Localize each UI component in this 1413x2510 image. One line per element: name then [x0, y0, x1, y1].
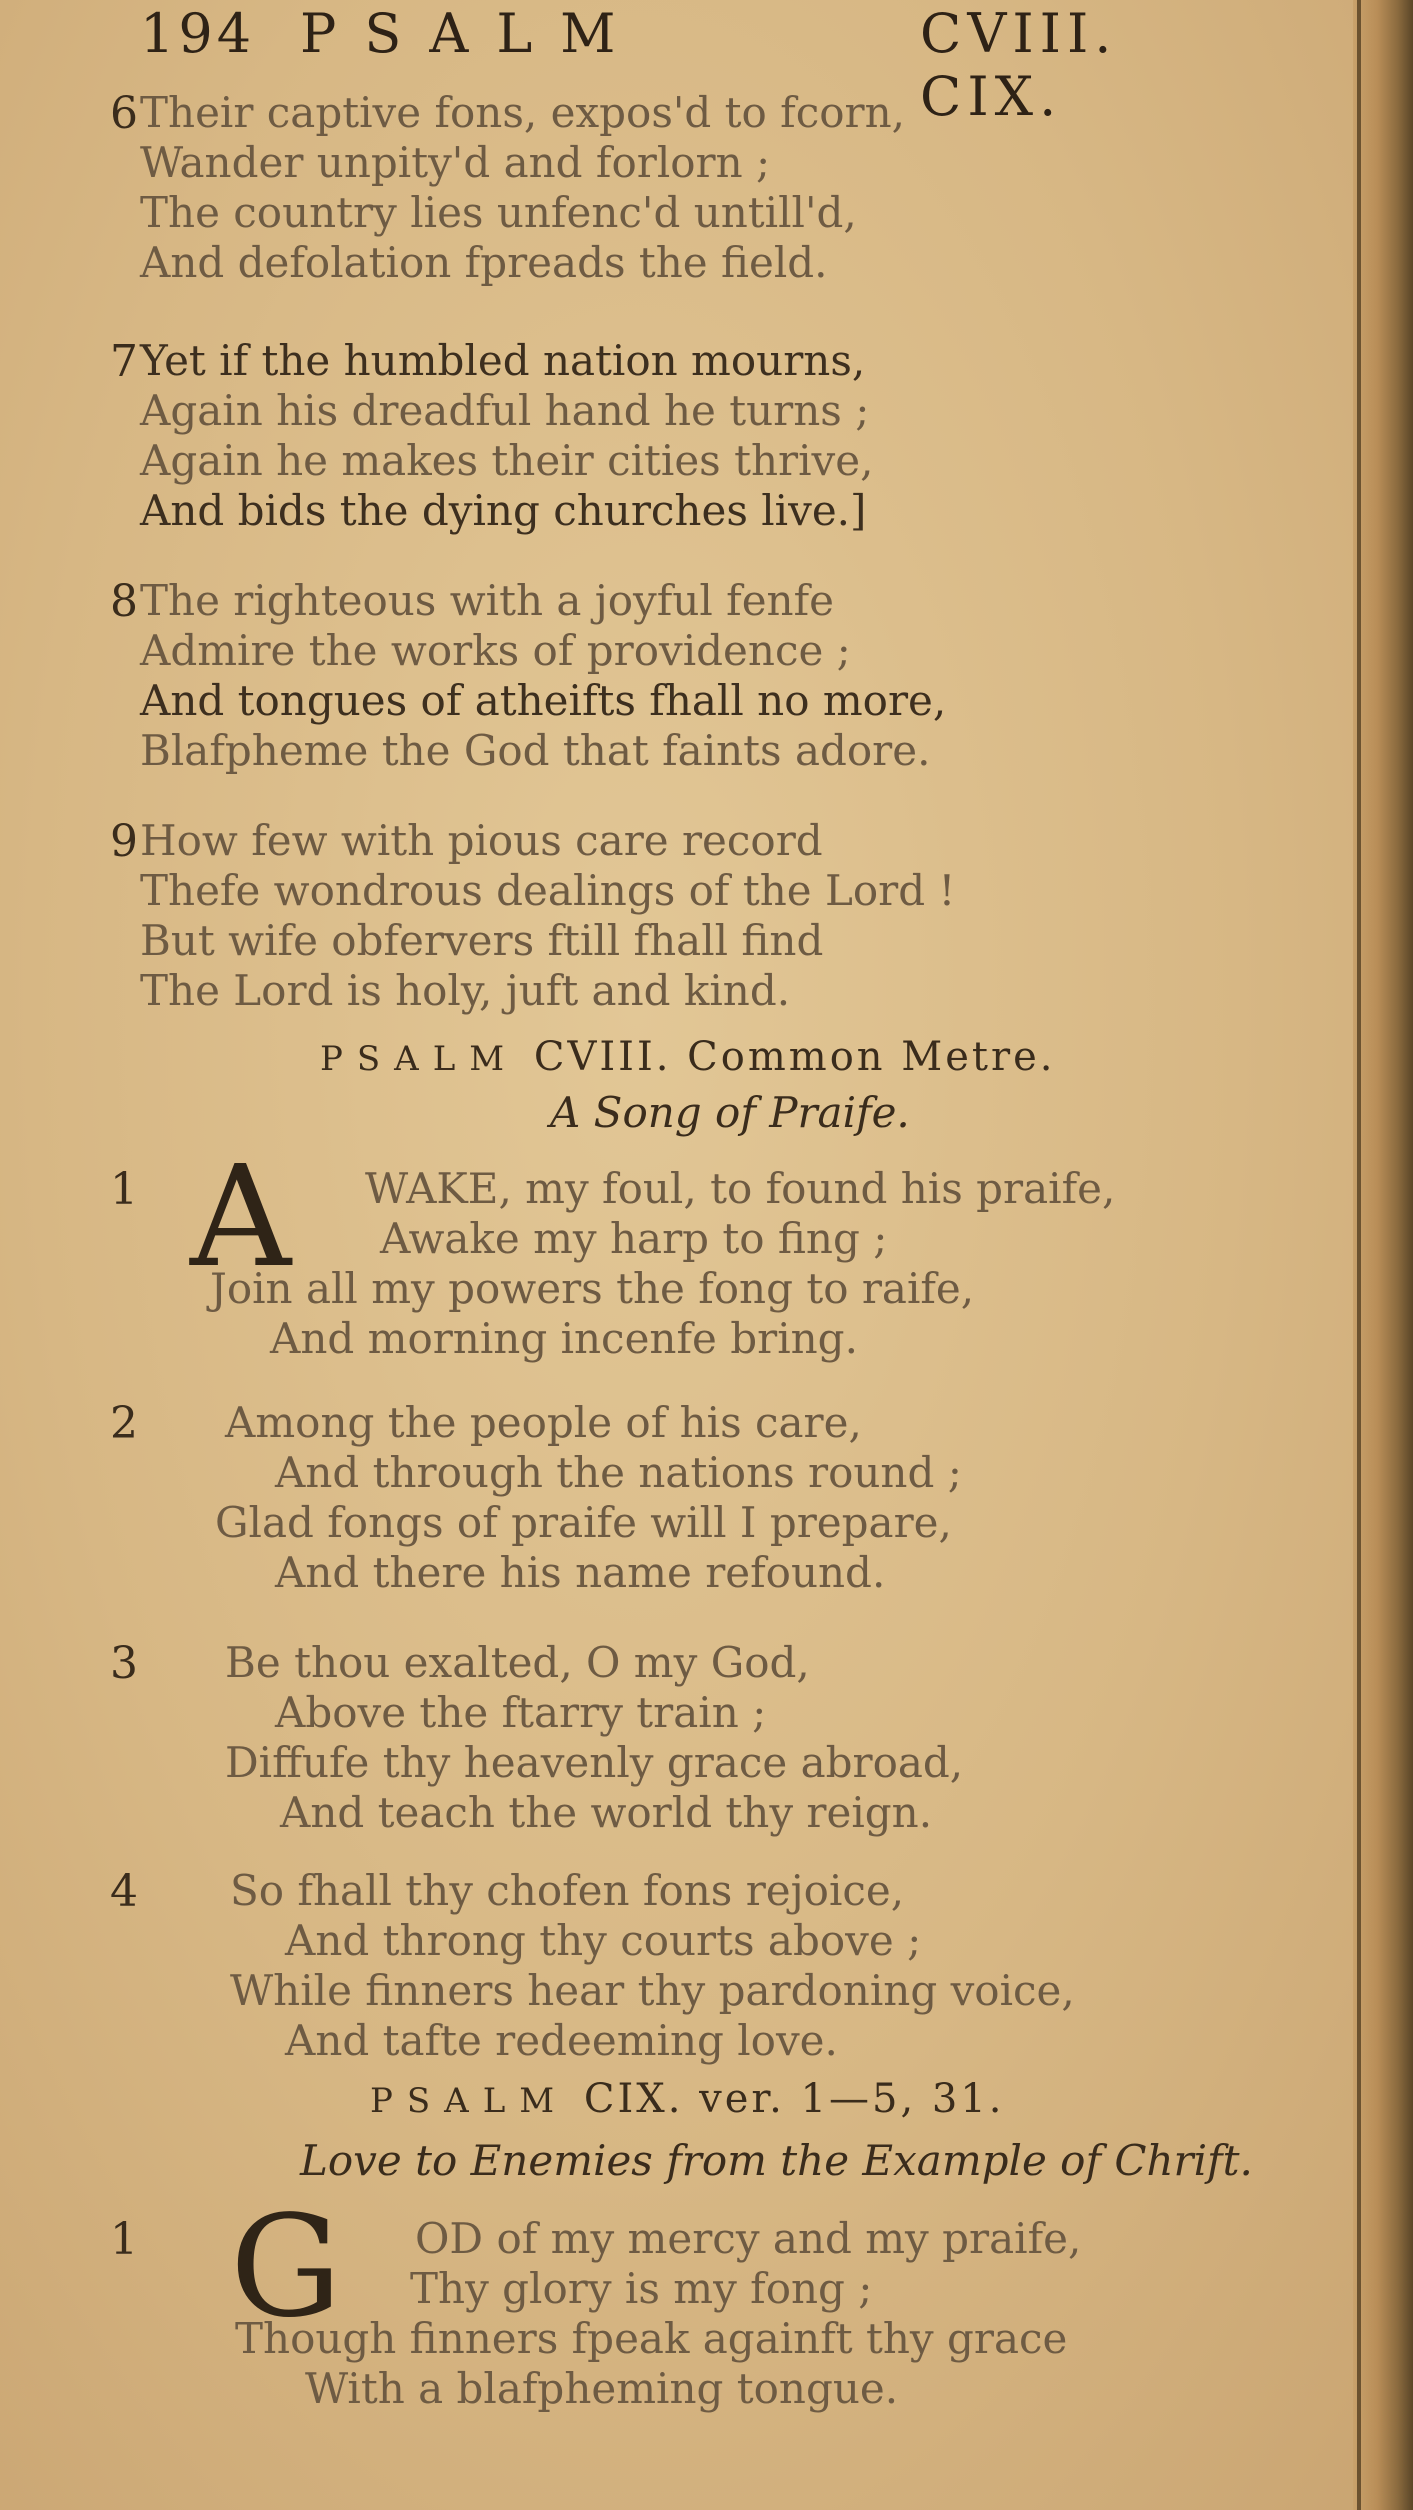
stanza-number: 4 — [110, 1866, 138, 1917]
verse-line: And bids the dying churches live.] — [140, 486, 867, 535]
stanza-number: 7 — [110, 336, 138, 387]
verse-line: And teach the world thy reign. — [280, 1788, 933, 1837]
verse-line: So fhall thy chofen fons rejoice, — [230, 1866, 905, 1915]
verse-line: And there his name refound. — [275, 1548, 886, 1597]
binding-edge — [1357, 0, 1361, 2510]
psalm-109-subtitle: Love to Enemies from the Example of Chrift. — [300, 2136, 1253, 2185]
stanza-8 — [110, 576, 1280, 776]
verse-line: And through the nations round ; — [275, 1448, 962, 1497]
verse-line: Again he makes their cities thrive, — [140, 436, 874, 485]
stanza-number: 1 — [110, 2214, 138, 2265]
verse-line: While finners hear thy pardoning voice, — [230, 1966, 1075, 2015]
verse-line: And morning incenfe bring. — [270, 1314, 858, 1363]
verse-line: Above the ftarry train ; — [275, 1688, 767, 1737]
psalm-108-stanza-1 — [110, 1136, 1280, 1364]
stanza-number: 8 — [110, 576, 138, 627]
verse-line: And defolation fpreads the field. — [140, 238, 828, 287]
stanza-number: 1 — [110, 1164, 138, 1215]
stanza-number: 6 — [110, 88, 138, 139]
verse-line: And tongues of atheifts fhall no more, — [140, 676, 947, 725]
verse-line: Thy glory is my fong ; — [410, 2264, 873, 2313]
stanza-number: 2 — [110, 1398, 138, 1449]
drop-cap: G — [230, 2186, 342, 2349]
drop-cap: A — [190, 1136, 292, 1299]
psalm-numbers: CVIII. CIX. — [920, 2, 1118, 128]
psalm-109-heading — [370, 2076, 1005, 2122]
verse-line: Among the people of his care, — [225, 1398, 862, 1447]
psalm-108-stanza-4 — [110, 1866, 1280, 2066]
verse-line: Again his dreadful hand he turns ; — [140, 386, 870, 435]
page-gutter — [1353, 0, 1413, 2510]
verse-line: Awake my harp to fing ; — [380, 1214, 888, 1263]
psalm-label: PSALM — [320, 1039, 519, 1079]
psalm-heading-rest: CIX. ver. 1—5, 31. — [583, 2076, 1005, 2122]
verse-line: Wander unpity'd and forlorn ; — [140, 138, 771, 187]
page-number: 194 — [140, 2, 256, 65]
verse-line: Blafpheme the God that faints adore. — [140, 726, 931, 775]
stanza-number: 9 — [110, 816, 138, 867]
psalm-108-stanza-2 — [110, 1398, 1280, 1598]
verse-line: And tafte redeeming love. — [285, 2016, 838, 2065]
verse-line: Their captive fons, expos'd to fcorn, — [140, 88, 906, 137]
psalm-label: PSALM — [370, 2081, 569, 2121]
psalm-108-stanza-3 — [110, 1638, 1280, 1838]
verse-line: The Lord is holy, juft and kind. — [140, 966, 791, 1015]
stanza-number: 3 — [110, 1638, 138, 1689]
stanza-9 — [110, 816, 1280, 1016]
verse-line: The country lies unfenc'd untill'd, — [140, 188, 857, 237]
psalm-108-subtitle: A Song of Praife. — [550, 1088, 910, 1137]
verse-line: With a blafpheming tongue. — [305, 2364, 899, 2413]
psalm-108-heading — [320, 1034, 1055, 1080]
verse-line: OD of my mercy and my praife, — [415, 2214, 1082, 2263]
verse-line: The righteous with a joyful fenfe — [140, 576, 835, 625]
verse-line: And throng thy courts above ; — [285, 1916, 922, 1965]
verse-line: Be thou exalted, O my God, — [225, 1638, 810, 1687]
verse-line: Thefe wondrous dealings of the Lord ! — [140, 866, 956, 915]
verse-line: How few with pious care record — [140, 816, 823, 865]
running-title: PSALM — [300, 2, 644, 65]
verse-line: Diffufe thy heavenly grace abroad, — [225, 1738, 964, 1787]
verse-line: But wife obfervers ftill fhall find — [140, 916, 824, 965]
verse-line: Yet if the humbled nation mourns, — [140, 336, 866, 385]
stanza-6 — [110, 88, 1280, 288]
verse-line: Join all my powers the fong to raife, — [210, 1264, 975, 1313]
psalm-109-stanza-1 — [110, 2186, 1280, 2414]
verse-line: WAKE, my foul, to found his praife, — [365, 1164, 1116, 1213]
verse-line: Admire the works of providence ; — [140, 626, 851, 675]
verse-line: Glad fongs of praife will I prepare, — [215, 1498, 952, 1547]
stanza-7 — [110, 336, 1280, 536]
psalm-heading-rest: CVIII. Common Metre. — [533, 1034, 1056, 1080]
verse-line: Though finners fpeak againft thy grace — [235, 2314, 1068, 2363]
